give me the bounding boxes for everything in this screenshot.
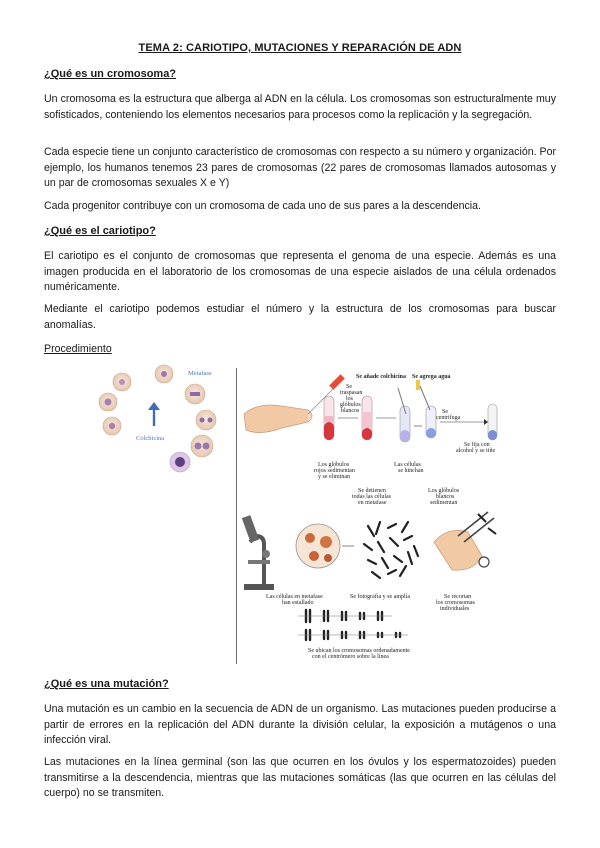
label-blancos-2: blancos (436, 494, 455, 500)
label-blancos-3: sedimentan (430, 500, 458, 506)
test-tube-1 (324, 396, 334, 440)
label-recortan-2: los cromosomas (436, 600, 475, 606)
metaphase-cells-circle (296, 524, 340, 568)
label-hinchan-1: Las células (394, 462, 421, 468)
document-title: TEMA 2: CARIOTIPO, MUTACIONES Y REPARACIÓN DE ADN (138, 42, 462, 54)
label-rojos-1: Los glóbulos (318, 462, 350, 468)
paragraph-cariotipo-2: Mediante el cariotipo podemos estudiar el número y la estructura de los cromosomas para buscar anomalías. (44, 303, 556, 331)
chromosome-spread (364, 522, 418, 578)
karyogram-rows (306, 610, 400, 640)
test-tube-2 (362, 396, 372, 440)
label-estallado-1: Las células en metafase (266, 594, 323, 600)
label-recortan-1: Se recortan (444, 594, 472, 600)
karyotype-procedure-figure (238, 366, 506, 666)
cell-cycle-figure (92, 364, 232, 474)
label-anade-colchicina: Se añade colchicina (356, 374, 407, 380)
label-traspasan-5: blancos (341, 408, 360, 414)
label-ubican-2: con el centrómero sobre la línea (312, 654, 389, 660)
subheading-procedimiento: Procedimiento (44, 343, 112, 355)
label-traspasan-2: traspasan (340, 390, 363, 396)
label-centrifuga-1: Se (442, 409, 448, 415)
test-tube-5 (488, 404, 497, 440)
process-arrows (338, 418, 488, 426)
label-colchicina: Colchicina (136, 435, 165, 442)
label-fija-1: Se fija con (464, 442, 490, 448)
label-estallado-2: han estallado (282, 600, 314, 606)
label-traspasan-3: los (346, 396, 354, 402)
label-ubican-1: Se ubican los cromosomas ordenadamente (308, 648, 410, 654)
label-rojos-3: y se eliminan (318, 474, 350, 480)
label-centrifuga-2: centrifuga (436, 415, 461, 421)
label-fija-2: alcohol y se tiñe (456, 448, 496, 454)
paragraph-cromosoma-3: Cada progenitor contribuye con un cromosoma de cada uno de sus pares a la descendencia. (44, 200, 481, 212)
figure-divider (236, 368, 237, 664)
scissors-hand-illustration (434, 512, 496, 570)
test-tube-4 (426, 406, 436, 438)
arrow-colchicina (148, 402, 160, 426)
paragraph-cariotipo-1: El cariotipo es el conjunto de cromosomas que representa el genoma de una especie. Además es una imagen producida en el laboratorio de los cromosomas de una especie aislados de una célula ordenados numéricamente. (44, 250, 556, 294)
cell-ring (99, 365, 216, 472)
label-hinchan-2: se hinchan (398, 468, 424, 474)
heading-cariotipo: ¿Qué es el cariotipo? (44, 225, 156, 237)
heading-mutacion: ¿Qué es una mutación? (44, 678, 169, 690)
label-metafase: Metafase (188, 370, 212, 377)
paragraph-mutacion-2: Las mutaciones en la línea germinal (son las que ocurren en los óvulos y los espermatozoides) pueden transmitirse a la descendencia, mientras que las mutaciones somáticas (las que ocurren en las células del cuerpo) no se transmiten. (44, 756, 556, 800)
finger-illustration (244, 405, 312, 433)
paragraph-cromosoma-1: Un cromosoma es la estructura que alberga al ADN en la célula. Los cromosomas son estructuralmente muy sofisticados, conteniendo los elementos necesarios para procesos como la replicación y la segregación. (44, 93, 556, 121)
paragraph-mutacion-1: Una mutación es un cambio en la secuencia de ADN de un organismo. Las mutaciones pueden producirse a partir de errores en la replicación del ADN durante la división celular, la exposición a mutágenos o una infección viral. (44, 703, 556, 747)
label-recortan-3: individuales (440, 606, 470, 612)
label-agrega-agua: Se agrega agua (412, 374, 451, 380)
paragraph-cromosoma-2: Cada especie tiene un conjunto característico de cromosomas con respecto a su número y organización. Por ejemplo, los humanos tenemos 23 pares de cromosomas (22 pares de cromosomas llamados autosomas y un par de cromosomas sexuales X e Y) (44, 146, 556, 190)
label-detienen-3: en metafase (358, 500, 387, 506)
label-fotografia: Se fotografía y se amplía (350, 594, 410, 600)
microscope-illustration (242, 515, 274, 590)
label-rojos-2: rojos sedimentan (314, 468, 355, 474)
heading-cromosoma: ¿Qué es un cromosoma? (44, 68, 177, 80)
label-blancos-1: Los glóbulos (428, 488, 460, 494)
label-detienen-1: Se detienen (358, 488, 386, 494)
label-detienen-2: todas las células (352, 494, 391, 500)
label-traspasan-1: Se (346, 384, 352, 390)
label-traspasan-4: glóbulos (340, 402, 361, 408)
